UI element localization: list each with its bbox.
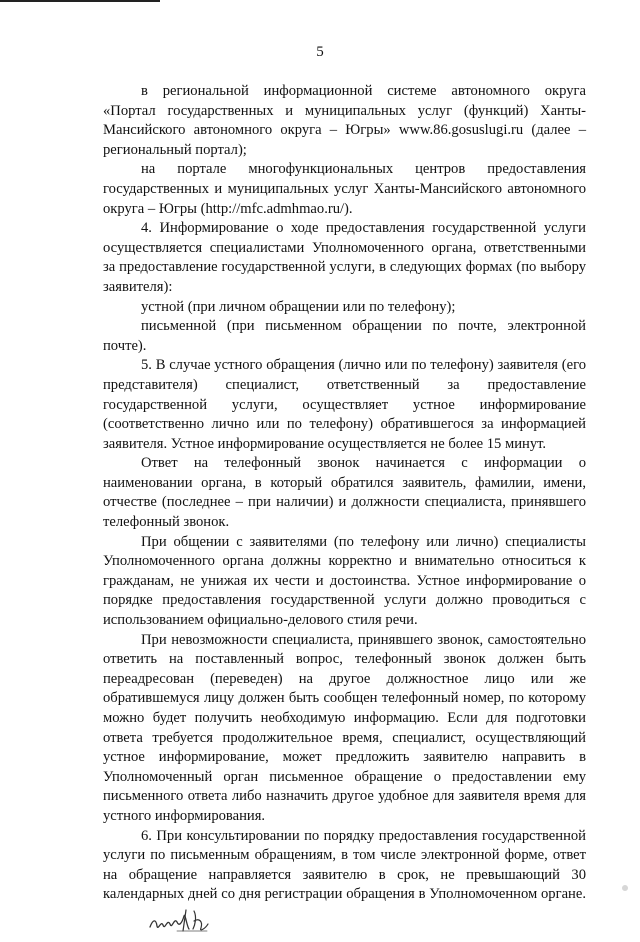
paragraph-communication: При общении с заявителями (по телефону или лично) специалисты Уполномоченного органа должны корректно и внимательно относиться к гражданам, не унижая их чести и достоинства. Устное информирование о порядке предоставления государственной услуги должно проводиться с использованием официально-делового стиля речи. — [103, 533, 586, 629]
paragraph-written-form: письменной (при письменном обращении по почте, электронной почте). — [103, 318, 586, 354]
document-body — [103, 82, 586, 942]
paragraph-item-6 — [103, 827, 586, 942]
paragraph-item-6-text: 6. При консультировании по порядку предоставления государственной услуги по письменным обращениям, в том числе электронной форме, ответ на обращение направляется заявителю в срок, не превышающий 30 календарных дней со дня регистрации обращения в Уполномоченном органе. — [103, 827, 586, 903]
top-border-line — [0, 0, 160, 2]
paragraph-item-4: 4. Информирование о ходе предоставления государственной услуги осуществляется специалистами Уполномоченного органа, ответственными за предоставление государственной услуги, в следующих формах (по выбору заявителя): — [103, 220, 586, 295]
page-number: 5 — [316, 44, 324, 60]
paragraph-redirect: При невозможности специалиста, принявшего звонок, самостоятельно ответить на поставленный вопрос, телефонный звонок должен быть переадресован (переведен) на другое должностное лицо или же обратившемуся лицу должен быть сообщен телефонный номер, по которому можно будет получить необходимую информацию. Если для подготовки ответа требуется продолжительное время, специалист, осуществляющий устное информирование, может предложить заявителю направить в Уполномоченный орган письменное обращение о предоставлении ему письменного ответа либо назначить другое удобное для заявителя время для устного информирования. — [103, 631, 586, 824]
signature-initials — [109, 905, 217, 942]
paragraph-oral-form: устной (при личном обращении или по телефону); — [141, 298, 456, 315]
scan-dot — [622, 885, 628, 891]
signature-scribble — [147, 905, 217, 935]
paragraph-item-5: 5. В случае устного обращения (лично или по телефону) заявителя (его представителя) специалист, ответственный за предоставление государственной услуги, осуществляет устное информирование (соответственно лично или по телефону) обратившегося за информацией заявителя. Устное информирование осуществляется не более 15 минут. — [103, 357, 586, 452]
paragraph-regional-portal: в региональной информационной системе автономного округа «Портал государственных и муниципальных услуг (функций) Ханты-Мансийского автономного округа – Югры» www.86.gosuslugi.ru (далее – региональный портал); — [103, 83, 586, 158]
paragraph-mfc-portal: на портале многофункциональных центров предоставления государственных и муниципальных услуг Ханты-Мансийского автономного округа – Югры (http://mfc.admhmao.ru/). — [103, 161, 586, 217]
paragraph-phone-answer: Ответ на телефонный звонок начинается с информации о наименовании органа, в который обратился заявитель, фамилии, имени, отчестве (последнее – при наличии) и должности специалиста, принявшего телефонный звонок. — [103, 455, 586, 531]
